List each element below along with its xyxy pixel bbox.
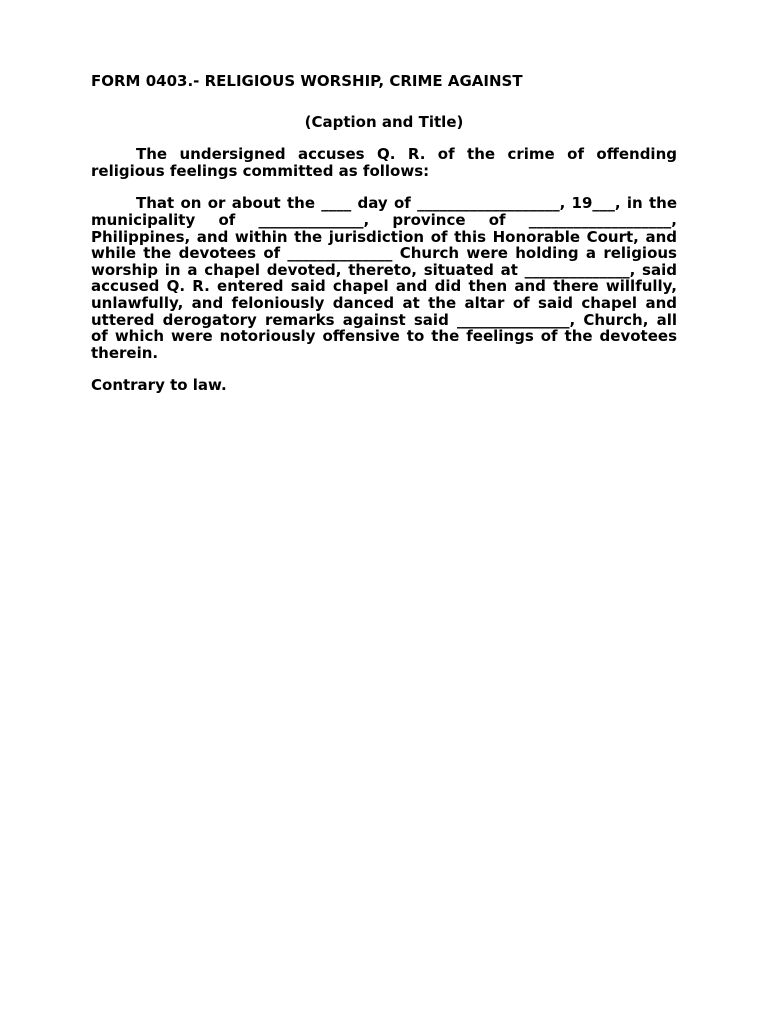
accusation-paragraph: The undersigned accuses Q. R. of the crime of offending religious feelings committed as follows: xyxy=(91,145,677,180)
form-title: FORM 0403.- RELIGIOUS WORSHIP, CRIME AGAINST xyxy=(91,72,523,90)
document-body xyxy=(91,73,677,394)
facts-paragraph: That on or about the ____ day of ___________________, 19___, in the municipality of ______________, province of ___________________, Philippines, and within the jurisdiction of this Honorable Court, and while the devotees of ______________ Church were holding a religious worship in a chapel devoted, thereto, situated at ______________, said accused Q. R. entered said chapel and did then and there willfully, unlawfully, and feloniously danced at the altar of said chapel and uttered derogatory remarks against said _______________, Church, all of which were notoriously offensive to the feelings of the devotees therein. xyxy=(91,194,677,362)
closing-line: Contrary to law. xyxy=(91,376,227,395)
caption-line: (Caption and Title) xyxy=(304,112,464,131)
